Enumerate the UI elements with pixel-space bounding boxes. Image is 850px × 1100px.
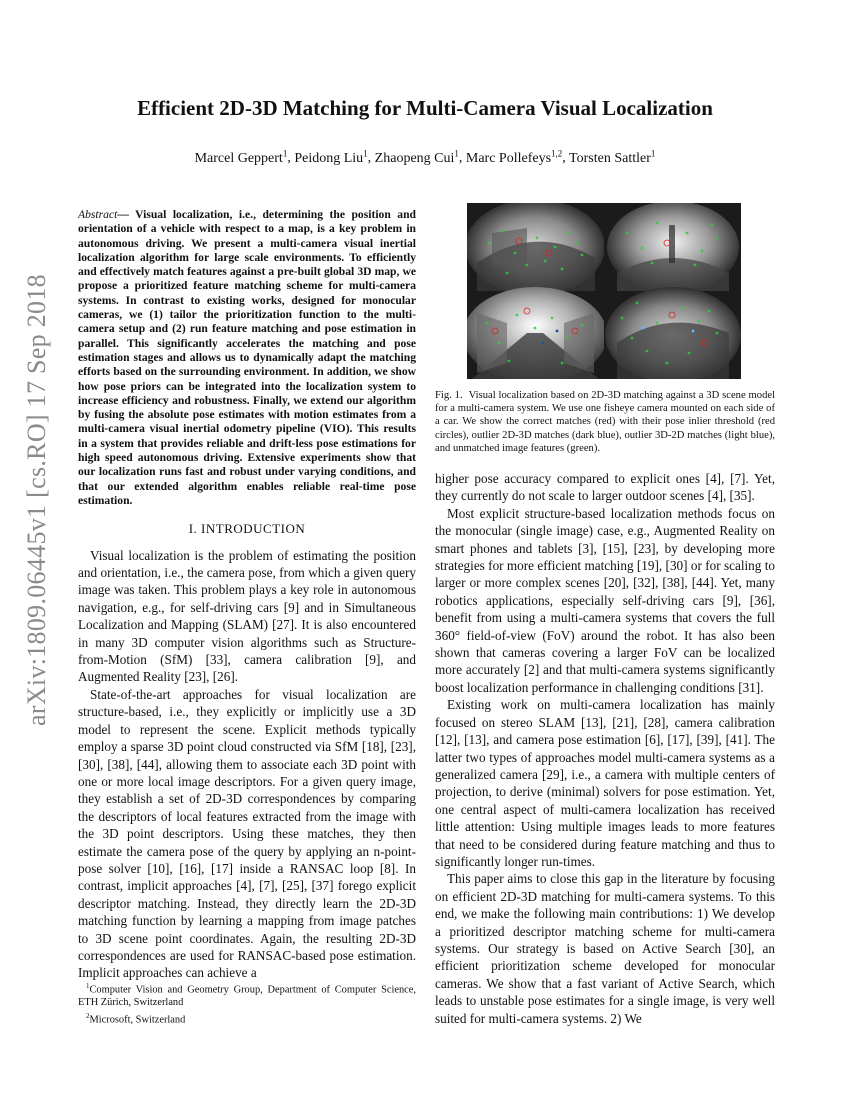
fisheye-view-front	[467, 287, 607, 379]
footnote: $^2$Microsoft, Switzerland	[86, 1011, 186, 1026]
body-paragraph: Visual localization is the problem of estimating the position and orientation, i.e., the camera pose, from which a given query image was taken. This problem plays a key role in autonomous navigation, e.g., for self-driving cars [9] and in Simultaneous Localization and Mapping (SLAM) [27]. It is also encountered in many 3D computer vision algorithms such as Structure-from-Motion (SfM) [33], camera calibration [9], and Augmented Reality [23], [26].	[78, 547, 416, 685]
author: Marc Pollefeys$^{1,2}$	[465, 148, 563, 166]
author: Torsten Sattler$^1$	[569, 148, 656, 166]
body-paragraph: Existing work on multi-camera localization has mainly focused on stereo SLAM [13], [21], [28], camera calibration [12], [13], and camera pose estimation [6], [17], [39], [41]. The latter two types of approaches model multi-camera systems as a generalized camera [29], i.e., a camera with multiple centers of projection, to derive (minimal) solvers for pose estimation. Yet, one central aspect of multi-camera localization has received little attention: Using multiple images leads to more features that need to be considered during feature matching and thus to significantly longer run-times.	[435, 697, 775, 869]
fisheye-view-right	[604, 203, 741, 293]
fisheye-view-left	[467, 203, 605, 295]
figure-label: Fig. 1.	[435, 390, 463, 401]
right-column	[435, 470, 775, 1027]
left-column	[78, 208, 416, 982]
fisheye-view-rear	[604, 287, 741, 379]
figure-fisheye-views	[467, 203, 741, 379]
fisheye-image-grid	[467, 203, 741, 379]
author: Marcel Geppert$^1$	[194, 148, 288, 166]
figure-caption-text: Visual localization based on 2D-3D matching against a 3D scene model for a multi-camera system. We use one fisheye camera mounted on each side of a car. We show the correct matches (red) with their pose inlier threshold (red circles), outlier 2D-3D matches (dark blue), outlier 3D-2D matches (light blue), and unmatched image features (green).	[435, 390, 776, 454]
figure-caption	[435, 389, 775, 455]
section-heading-introduction: I. INTRODUCTION	[188, 521, 306, 537]
author: Peidong Liu$^1$	[294, 148, 368, 166]
author: Zhaopeng Cui$^1$	[374, 148, 459, 166]
abstract	[78, 208, 416, 508]
arxiv-identifier-text: arXiv:1809.06445v1 [cs.RO] 17 Sep 2018	[22, 274, 52, 726]
author-list: Marcel Geppert$^1$, Peidong Liu$^1$, Zhaopeng Cui$^1$, Marc Pollefeys$^{1,2}$, Torsten Sattler$^1$	[194, 148, 656, 166]
footnotes	[78, 980, 416, 1027]
abstract-text: — Visual localization, i.e., determining the position and orientation of a vehicle with respect to a map, is a key problem in autonomous driving. We present a multi-camera visual inertial localization algorithm for large scale environments. To efficiently and effectively match features against a pre-built global 3D map, we propose a prioritized feature matching scheme for multi-camera systems. In contrast to existing works, designed for monocular cameras, we (1) tailor the prioritization function to the multi-camera setup and (2) run feature matching and pose estimation in parallel. This significantly accelerates the matching and pose estimation stages and allows us to dynamically adapt the matching efforts based on the surrounding environment. In addition, we show how pose priors can be integrated into the localization system to increase efficiency and robustness. Finally, we extend our algorithm by fusing the absolute pose estimates with motion estimates from a multi-camera visual inertial odometry pipeline (VIO). This results in a system that provides reliable and drift-less pose estimations for high speed autonomous driving. Extensive experiments show that our localization runs fast and robust under varying conditions, and that our extended algorithm enables reliable real-time pose estimation.	[78, 208, 416, 507]
body-paragraph: higher pose accuracy compared to explicit ones [4], [7]. Yet, they currently do not scale to larger outdoor scenes [4], [35].	[435, 471, 775, 504]
footnote: $^1$Computer Vision and Geometry Group, Department of Computer Science, ETH Zürich, Switzerland	[78, 982, 416, 1009]
abstract-lead: Abstract	[78, 208, 118, 221]
body-paragraph: Most explicit structure-based localization methods focus on the monocular (single image) case, e.g., Augmented Reality on smart phones and tablets [3], [15], [23], by developing more strategies for more efficient matching [19], [30] or for scaling to larger or more complex scenes [20], [32], [38], [44]. Yet, many robotics applications, especially self-driving cars [9], [36], benefit from using a multi-camera systems that covers the full 360° field-of-view (FoV) around the robot. It has also been shown that cameras covering a larger FoV can be localized more accurately [2] and that multi-camera systems significantly boost localization performance in challenging conditions [31].	[435, 505, 775, 695]
paper-title: Efficient 2D-3D Matching for Multi-Camera Visual Localization	[137, 96, 713, 120]
body-paragraph: State-of-the-art approaches for visual localization are structure-based, i.e., they explicitly or implicitly use a 3D model to represent the scene. Explicit methods typically employ a sparse 3D point cloud constructed via SfM [18], [23], [30], [38], [44], allowing them to associate each 3D point with one or more local image descriptors. For a given query image, they establish a set of 2D-3D correspondences by comparing the descriptors of local features extracted from the image with the 3D point descriptors. Using these matches, they then estimate the camera pose of the query by applying an n-point-pose solver [10], [16], [17] inside a RANSAC loop [8]. In contrast, implicit approaches [4], [7], [25], [37] forego explicit descriptor matching. Instead, they directly learn the 2D-3D matching function by learning a mapping from image patches to 3D scene point coordinates. Again, the resulting 2D-3D correspondences are used for RANSAC-based pose estimation. Implicit approaches can achieve a	[78, 686, 416, 981]
body-paragraph: This paper aims to close this gap in the literature by focusing on efficient 2D-3D matching for multi-camera systems. To this end, we make the following main contributions: 1) We develop a prioritized descriptor matching scheme for multi-camera systems. Our strategy is based on Active Search [30], an efficient prioritization scheme developed for monocular cameras. We show that a fast variant of Active Search, which leads to unstable pose estimates for a single image, is very well suited for multi-camera systems. 2) We	[435, 871, 775, 1026]
arxiv-identifier-stamp	[2, 274, 72, 726]
